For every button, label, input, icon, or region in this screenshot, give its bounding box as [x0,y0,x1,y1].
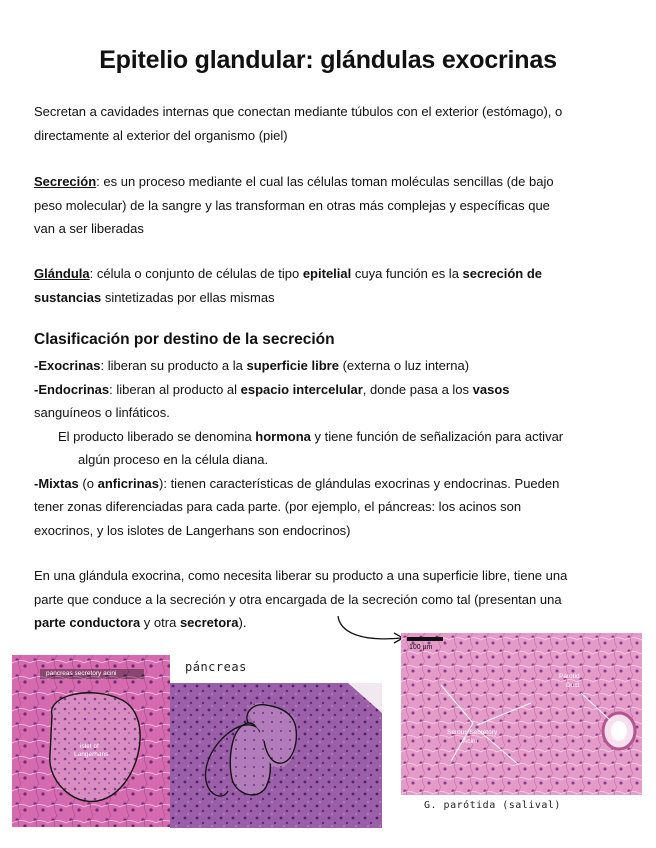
final-paragraph [34,564,624,635]
exocrinas-term: -Exocrinas [34,358,101,373]
secrecion-line-3: van a ser liberadas [34,221,144,236]
mixtas-term: -Mixtas [34,475,79,491]
final-bold-1: parte conductora [34,615,141,630]
parotid-handwritten-caption: G. parótida (salival) [424,800,561,811]
exocrinas-text-1: : liberan su producto a la [100,358,247,373]
hormona-text-2: y tiene función de señalización para activar [310,428,564,444]
endocrinas-line-2: sanguíneos o linfáticos. [34,405,170,420]
pancreas-tissue-2-icon [170,683,382,828]
glandula-text-1: : célula o conjunto de células de tipo [89,266,303,281]
clasificacion-heading: Clasificación por destino de la secreción [34,331,335,348]
hormona-text-1: El producto liberado se denomina [58,428,256,444]
hormona-line-2: algún proceso en la célula diana. [78,452,269,467]
glandula-paragraph [34,262,624,309]
mixtas-text-1: (o [78,475,98,491]
mixtas-text-2: ): tienen características de glándulas exocrinas y endocrinas. Pueden [159,475,560,491]
glandula-bold-1: epitelial [302,266,352,281]
final-line-2: parte que conduce a la secreción y otra encargada de la secreción como tal (presentan una [34,591,562,607]
endocrinas-bold-2: vasos [472,381,510,397]
secrecion-line-2: peso molecular) de la sangre y las transforman en otras más complejas y específicas que [34,197,550,213]
secrecion-paragraph [34,170,624,241]
endocrinas-bold-1: espacio intercelular [240,381,363,397]
exocrinas-bold-1: superficie libre [246,358,339,373]
hormona-bold: hormona [255,428,311,444]
intro-line-1: Secretan a cavidades internas que conectan mediante túbulos con el exterior (estómago), o [34,104,563,119]
exocrinas-text-2: (externa o luz interna) [338,358,470,373]
pancreas-acini-label: pancreas secretory acini [46,670,117,677]
parotid-histology-image [401,633,642,795]
hormona-line-1 [34,429,563,444]
mixtas-bold: anficrinas [97,475,160,491]
hand-drawn-arrow-icon [330,610,410,650]
parotid-duct-label-2: Duct [566,682,580,689]
clasificacion-list [34,354,624,542]
parotid-tissue-icon [401,633,642,795]
secrecion-term: Secreción [34,174,97,189]
scale-bar [407,637,443,641]
final-line-1: En una glándula exocrina, como necesita liberar su producto a una superficie libre, tiene una [34,568,568,583]
scale-label: 100 µm [409,644,433,651]
glandula-bold-3: sustancias [34,289,102,305]
secrecion-line-1: : es un proceso mediante el cual las células toman moléculas sencillas (de bajo [96,174,554,189]
pancreas-tissue-1-icon [12,655,170,827]
page-title: Epitelio glandular: glándulas exocrinas [99,46,557,74]
pancreas-histology-image-1 [12,655,170,827]
islet-label-2: Langerhans [74,751,109,758]
mixtas-line-2: tener zonas diferenciadas para cada parte. (por ejemplo, el páncreas: los acinos son [34,499,522,514]
intro-line-2: directamente al exterior del organismo (piel) [34,127,288,143]
final-text-2: ). [238,615,247,630]
mixtas-line-3: exocrinos, y los islotes de Langerhans son endocrinos) [34,522,351,538]
intro-paragraph [34,100,624,147]
islet-label-1: islet of [80,743,99,750]
glandula-bold-2: secreción de [462,266,543,281]
serous-acini-label-1: Serous Secretory [447,729,498,736]
pancreas-histology-image-2 [170,683,382,828]
pancreas-handwritten-label: páncreas [185,660,247,674]
endocrinas-text-1: : liberan al producto al [109,381,241,397]
glandula-term: Glándula [34,266,90,281]
endocrinas-term: -Endocrinas [34,381,110,397]
final-text-1: y otra [140,615,180,630]
endocrinas-text-2: , donde pasa a los [362,381,473,397]
parotid-duct-label-1: Parotid [559,673,580,680]
glandula-text-3: sintetizadas por ellas mismas [101,289,275,305]
serous-acini-label-2: Acini [463,738,478,745]
final-bold-2: secretora [179,615,239,630]
glandula-text-2: cuya función es la [351,266,463,281]
